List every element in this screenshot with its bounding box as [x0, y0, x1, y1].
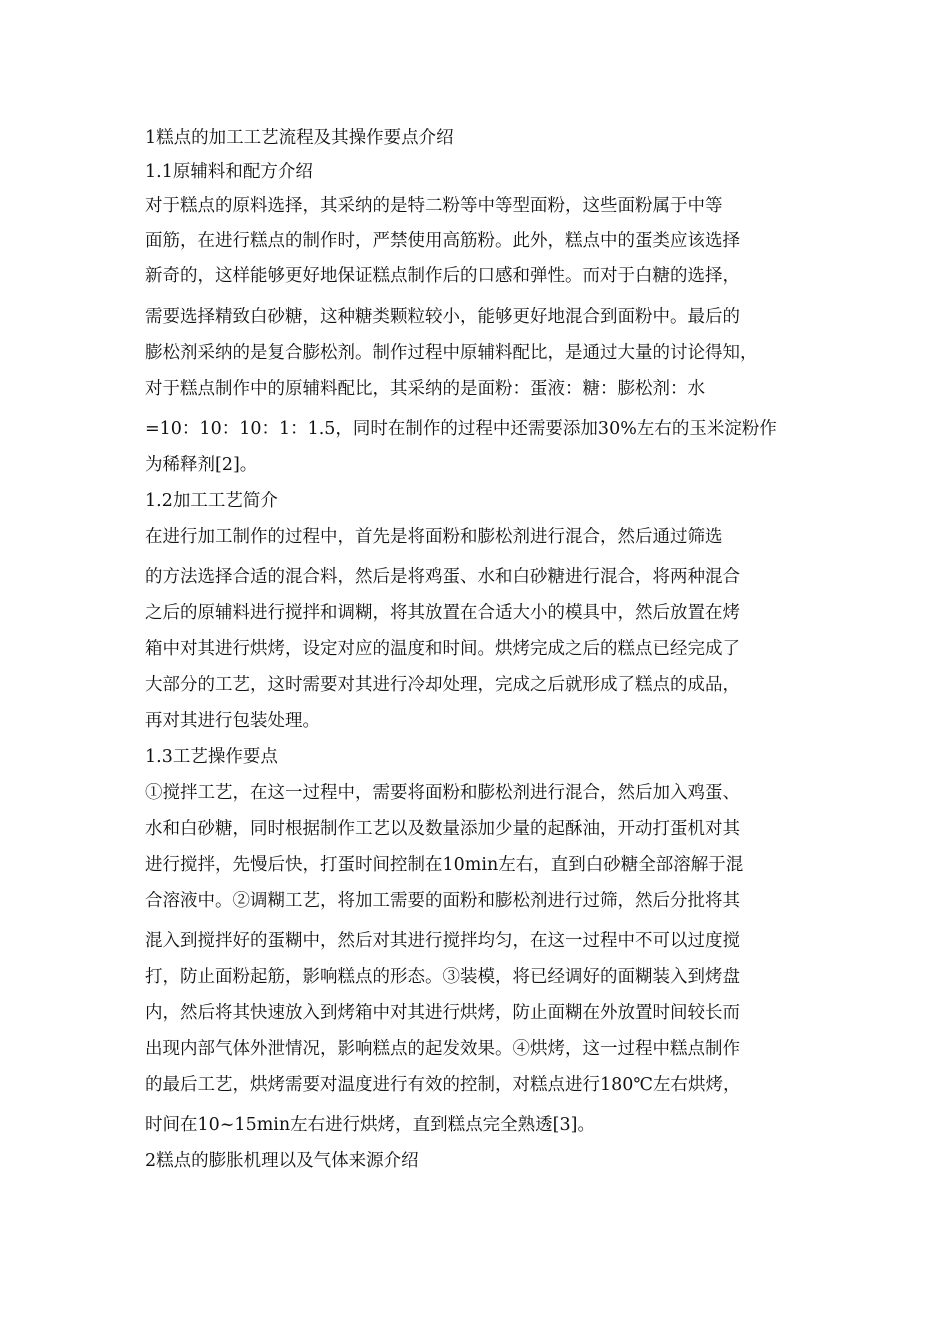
paragraph-line: 需要选择精致白砂糖，这种糖类颗粒较小，能够更好地混合到面粉中。最后的 — [145, 307, 740, 327]
paragraph-line: 混入到搅拌好的蛋糊中，然后对其进行搅拌均匀，在这一过程中不可以过度搅 — [145, 931, 740, 951]
paragraph-line: 内，然后将其快速放入到烤箱中对其进行烘烤，防止面糊在外放置时间较长而 — [145, 1003, 740, 1023]
paragraph-line: 膨松剂采纳的是复合膨松剂。制作过程中原辅料配比，是通过大量的讨论得知， — [145, 343, 758, 363]
paragraph-line: 箱中对其进行烘烤，设定对应的温度和时间。烘烤完成之后的糕点已经完成了 — [145, 639, 740, 659]
subsection-heading-1-1: 1.1原辅料和配方介绍 — [145, 162, 313, 182]
paragraph-line: ①搅拌工艺，在这一过程中，需要将面粉和膨松剂进行混合，然后加入鸡蛋、 — [145, 783, 740, 803]
section-heading-1: 1糕点的加工工艺流程及其操作要点介绍 — [145, 128, 454, 148]
paragraph-line: 大部分的工艺，这时需要对其进行冷却处理，完成之后就形成了糕点的成品， — [145, 675, 740, 695]
paragraph-line: 在进行加工制作的过程中，首先是将面粉和膨松剂进行混合，然后通过筛选 — [145, 527, 723, 547]
section-heading-2: 2糕点的膨胀机理以及气体来源介绍 — [145, 1151, 419, 1171]
paragraph-line: 水和白砂糖，同时根据制作工艺以及数量添加少量的起酥油，开动打蛋机对其 — [145, 819, 740, 839]
paragraph-line: 为稀释剂[2]。 — [145, 455, 258, 475]
subsection-heading-1-2: 1.2加工工艺简介 — [145, 491, 278, 511]
paragraph-line: 的最后工艺，烘烤需要对温度进行有效的控制，对糕点进行180℃左右烘烤， — [145, 1075, 741, 1095]
paragraph-line: 出现内部气体外泄情况，影响糕点的起发效果。④烘烤，这一过程中糕点制作 — [145, 1039, 740, 1059]
paragraph-line: 时间在10~15min左右进行烘烤，直到糕点完全熟透[3]。 — [145, 1115, 595, 1135]
paragraph-line: 新奇的，这样能够更好地保证糕点制作后的口感和弹性。而对于白糖的选择， — [145, 266, 740, 286]
paragraph-line: 进行搅拌，先慢后快，打蛋时间控制在10min左右，直到白砂糖全部溶解于混 — [145, 855, 744, 875]
paragraph-line: 之后的原辅料进行搅拌和调糊，将其放置在合适大小的模具中，然后放置在烤 — [145, 603, 740, 623]
paragraph-line: 对于糕点的原料选择，其采纳的是特二粉等中等型面粉，这些面粉属于中等 — [145, 196, 723, 216]
paragraph-line: =10：10：10：1：1.5，同时在制作的过程中还需要添加30%左右的玉米淀粉作 — [145, 419, 777, 439]
subsection-heading-1-3: 1.3工艺操作要点 — [145, 747, 278, 767]
paragraph-line: 面筋，在进行糕点的制作时，严禁使用高筋粉。此外，糕点中的蛋类应该选择 — [145, 231, 740, 251]
paragraph-line: 再对其进行包装处理。 — [145, 711, 320, 731]
paragraph-line: 对于糕点制作中的原辅料配比，其采纳的是面粉：蛋液：糖：膨松剂：水 — [145, 379, 705, 399]
paragraph-line: 打，防止面粉起筋，影响糕点的形态。③装模，将已经调好的面糊装入到烤盘 — [145, 967, 740, 987]
paragraph-line: 合溶液中。②调糊工艺，将加工需要的面粉和膨松剂进行过筛，然后分批将其 — [145, 891, 740, 911]
paragraph-line: 的方法选择合适的混合料，然后是将鸡蛋、水和白砂糖进行混合，将两种混合 — [145, 567, 740, 587]
